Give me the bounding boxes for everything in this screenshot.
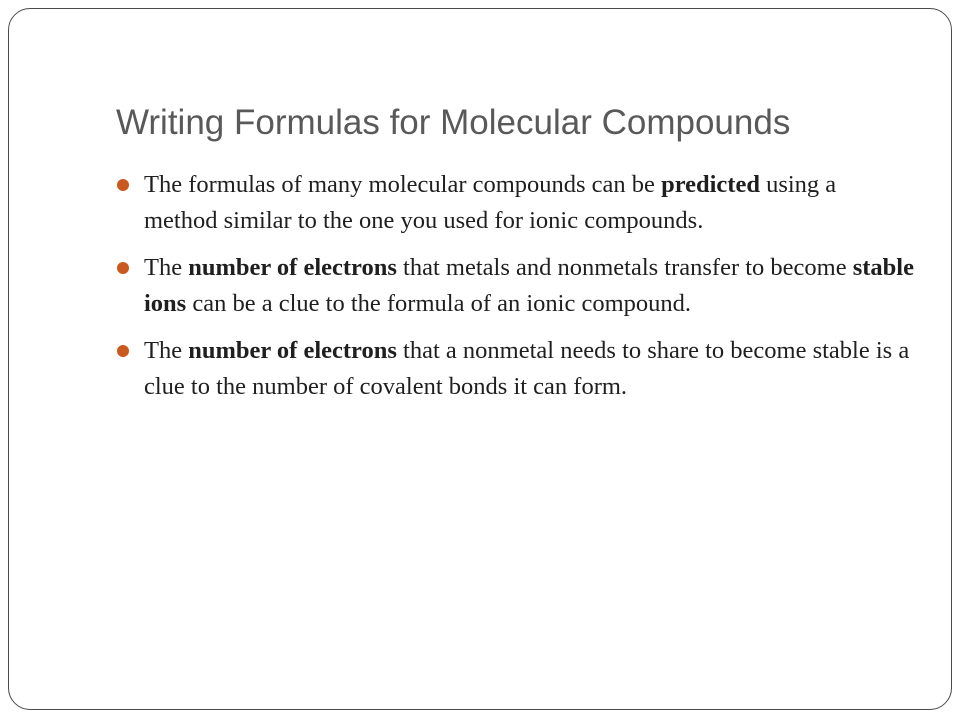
bullet-list xyxy=(115,167,915,416)
bullet-item xyxy=(115,250,915,322)
bullet-text-emphasis: predicted xyxy=(661,171,760,198)
bullet-item xyxy=(115,333,915,405)
bullet-text-emphasis: number of electrons xyxy=(188,254,397,281)
bullet-dot-icon xyxy=(117,179,129,191)
bullet-text-emphasis: number of electrons xyxy=(188,337,397,364)
bullet-text-segment: that a nonmetal needs to share to become stable is a clue to the number of covalent bonds it can form. xyxy=(144,337,910,400)
bullet-text-segment: can be a clue to the formula of an ionic compound. xyxy=(186,290,692,317)
bullet-text-segment: The formulas of many molecular compounds can be xyxy=(144,171,662,198)
bullet-text-segment: that metals and nonmetals transfer to become xyxy=(396,254,853,281)
bullet-text-segment: using a method similar to the one you used for ionic compounds. xyxy=(144,171,837,234)
bullet-text-segment: The xyxy=(144,337,189,364)
slide-frame xyxy=(8,8,952,710)
slide-title: Writing Formulas for Molecular Compounds xyxy=(116,103,791,142)
bullet-dot-icon xyxy=(117,262,129,274)
bullet-item xyxy=(115,167,915,239)
bullet-text-emphasis: stable ions xyxy=(144,254,914,317)
bullet-text-segment: The xyxy=(144,254,189,281)
bullet-dot-icon xyxy=(117,345,129,357)
